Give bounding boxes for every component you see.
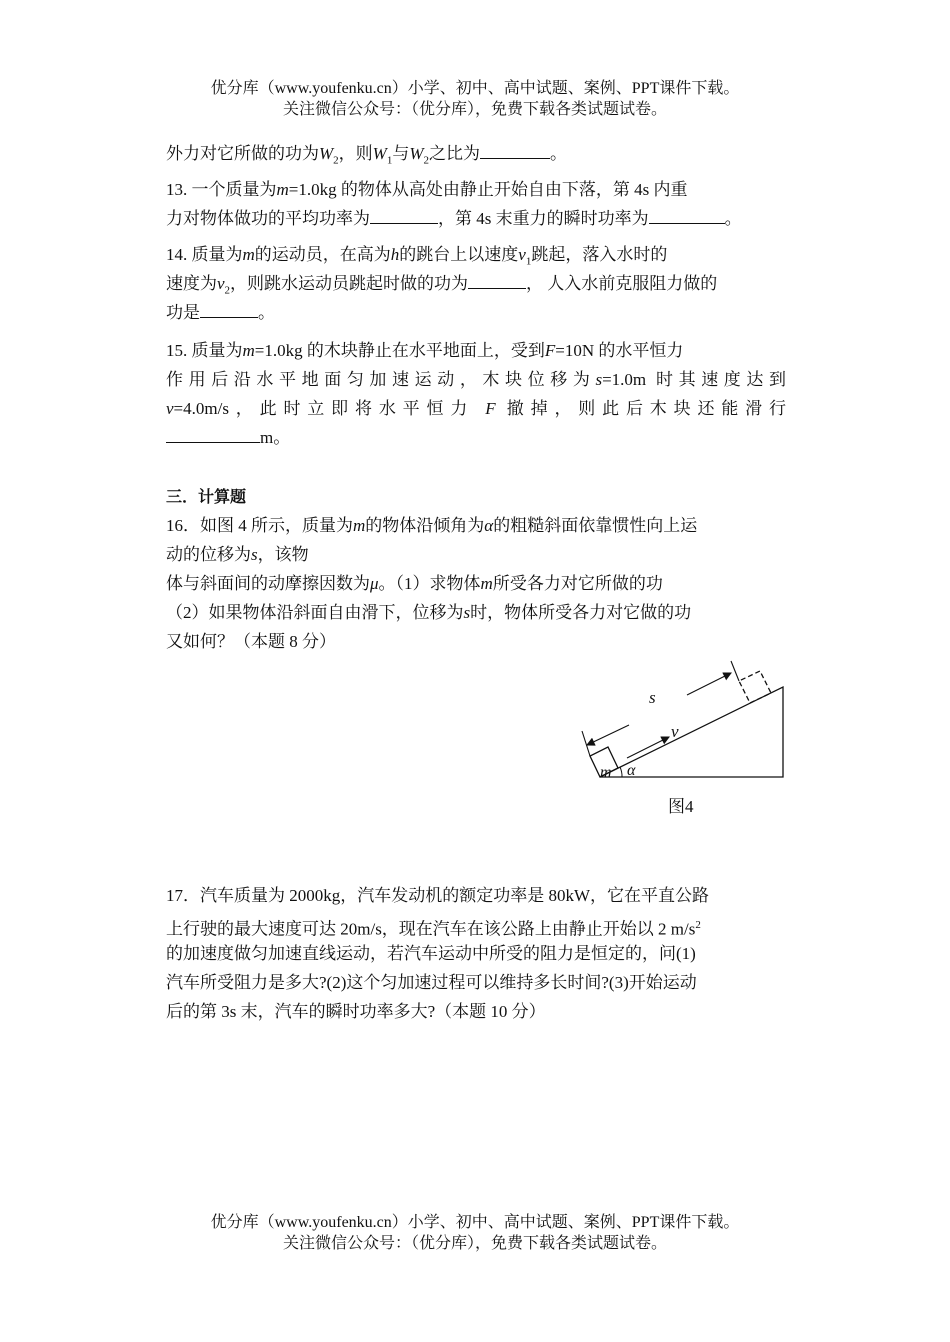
block-at-top-dashed (739, 671, 771, 703)
answer-blank[interactable] (480, 144, 550, 159)
q15-line-2: 作用后沿水平地面匀加速运动，木块位移为s=1.0m 时其速度达到 (166, 370, 787, 389)
q17-line-1: 17．汽车质量为 2000kg，汽车发动机的额定功率是 80kW，它在平直公路 (166, 886, 710, 905)
footer-line-2: 关注微信公众号：（优分库），免费下载各类试题试卷。 (282, 1235, 667, 1252)
page-footer (0, 1212, 950, 1254)
answer-blank[interactable] (200, 303, 258, 318)
q16-line-1: 16．如图 4 所示，质量为m的物体沿倾角为α的粗糙斜面依靠惯性向上运 (166, 516, 698, 535)
footer-line-1: 优分库（www.youfenku.cn）小学、初中、高中试题、案例、PPT课件下载。 (210, 1214, 740, 1231)
figure-caption: 图4 (668, 797, 694, 816)
angle-arc (620, 767, 622, 777)
q13-line-1: 13. 一个质量为m=1.0kg 的物体从高处由静止开始自由下落，第 4s 内重 (166, 180, 688, 199)
q17-line-4: 汽车所受阻力是多大?(2)这个匀加速过程可以维持多长时间?(3)开始运动 (166, 973, 697, 992)
label-s: s (649, 688, 656, 707)
q13-line-2: 力对物体做功的平均功率为 ，第 4s 末重力的瞬时功率为 。 (166, 209, 742, 228)
label-v: v (671, 722, 679, 741)
q16-line-3: 体与斜面间的动摩擦因数为μ。（1）求物体m所受各力对它所做的功 (166, 574, 663, 593)
q16-line-2: 动的位移为s，该物 (166, 545, 309, 564)
q14-line-1: 14. 质量为m的运动员，在高为h的跳台上以速度$v_1$跳起，落入水时的 (166, 245, 668, 268)
q15-line-3: v=4.0m/s，此时立即将水平恒力 F 撤掉，则此后木块还能滑行 (166, 399, 787, 418)
q14-line-3: 功是 。 (166, 303, 275, 322)
label-alpha: α (627, 762, 636, 779)
s-arrow-left (587, 725, 629, 745)
header-line-2: 关注微信公众号：（优分库），免费下载各类试题试卷。 (282, 101, 667, 118)
answer-blank[interactable] (370, 209, 438, 224)
answer-blank[interactable] (166, 428, 260, 443)
header-line-1: 优分库（www.youfenku.cn）小学、初中、高中试题、案例、PPT课件下载。 (210, 80, 740, 97)
label-m: m (600, 764, 612, 781)
section-title: 三．计算题 (166, 487, 247, 506)
answer-blank[interactable] (468, 274, 526, 289)
extension-line-left (582, 731, 590, 756)
page-header (0, 78, 950, 120)
q17-line-2: 上行驶的最大速度可达 20m/s，现在汽车在该公路上由静止开始以 2 $m/s^2$ (166, 919, 701, 939)
incline-figure (575, 655, 795, 815)
s-arrow-right (687, 673, 731, 695)
q17-line-3: 的加速度做匀加速直线运动，若汽车运动中所受的阻力是恒定的，问(1) (166, 944, 696, 963)
answer-blank[interactable] (649, 209, 725, 224)
q15-line-4: m。 (166, 428, 786, 448)
q17-line-5: 后的第 3s 末，汽车的瞬时功率多大?（本题 10 分） (166, 1002, 546, 1021)
extension-line-right (731, 661, 739, 681)
q16-line-5: 又如何？（本题 8 分） (166, 632, 336, 651)
velocity-arrow (627, 737, 669, 758)
q12-tail: 外力对它所做的功为$W_2$，则$W_1$与$W_2$之比为 。 (166, 144, 568, 167)
q16-line-4: （2）如果物体沿斜面自由滑下，位移为s时，物体所受各力对它做的功 (166, 603, 692, 622)
q14-line-2: 速度为$v_2$，则跳水运动员跳起时做的功为 ， 人入水前克服阻力做的 (166, 274, 718, 297)
q15-line-1: 15. 质量为m=1.0kg 的木块静止在水平地面上，受到F=10N 的水平恒力 (166, 341, 684, 360)
